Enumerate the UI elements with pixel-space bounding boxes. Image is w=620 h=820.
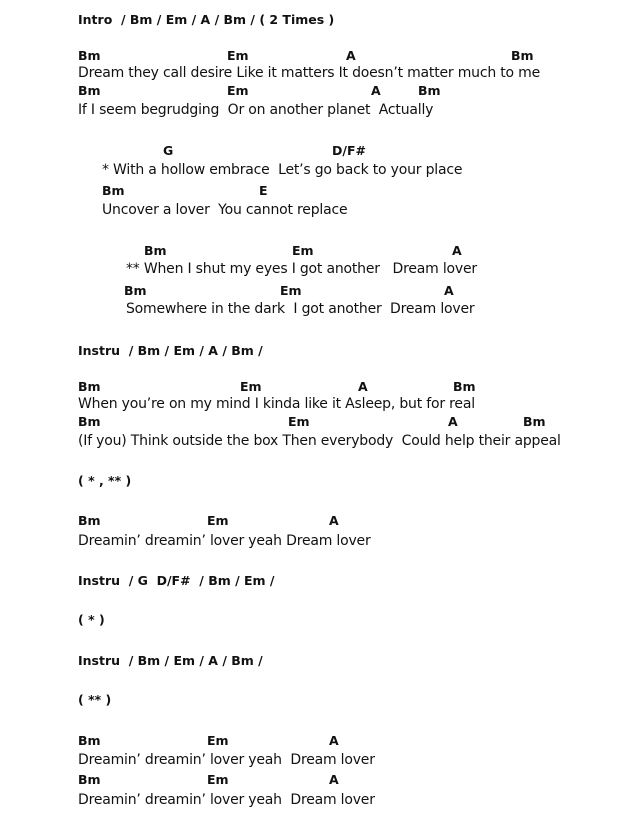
chord-label: A (444, 283, 454, 298)
repeat-marker: ( ** ) (78, 692, 112, 707)
chord-label: Bm (523, 414, 546, 429)
chord-label: G (163, 143, 174, 158)
chord-row (0, 50, 620, 64)
lyric-line: Dream they call desire Like it matters It doesn’t matter much to me (78, 65, 541, 81)
lyric-line: Dreamin’ dreamin’ lover yeah Dream lover (78, 533, 371, 549)
chord-label: Bm (78, 83, 101, 98)
chord-label: A (329, 513, 339, 528)
chord-label: Em (227, 48, 249, 63)
instrumental-line: Instru / Bm / Em / A / Bm / (78, 653, 263, 668)
chord-row (0, 735, 620, 749)
chord-label: E (259, 183, 268, 198)
chord-label: Bm (78, 48, 101, 63)
repeat-marker: ( * , ** ) (78, 473, 132, 488)
chord-label: Bm (78, 733, 101, 748)
chord-label: Bm (124, 283, 147, 298)
lyric-line: ** When I shut my eyes I got another Dream lover (126, 261, 477, 277)
chord-row (0, 774, 620, 788)
chord-label: Bm (78, 379, 101, 394)
lyric-line: Uncover a lover You cannot replace (102, 202, 348, 218)
chord-label: Bm (453, 379, 476, 394)
chord-label: D/F# (332, 143, 366, 158)
chord-label: A (346, 48, 356, 63)
chord-label: Bm (78, 772, 101, 787)
lyric-line: Dreamin’ dreamin’ lover yeah Dream lover (78, 792, 375, 808)
chord-label: Em (240, 379, 262, 394)
chord-row (0, 416, 620, 430)
repeat-marker: ( * ) (78, 612, 105, 627)
chord-label: A (452, 243, 462, 258)
lyric-line: Dreamin’ dreamin’ lover yeah Dream lover (78, 752, 375, 768)
chord-label: Bm (102, 183, 125, 198)
lyric-line: * With a hollow embrace Let’s go back to your place (102, 162, 463, 178)
chord-row (0, 245, 620, 259)
chord-row (0, 285, 620, 299)
chord-label: Em (280, 283, 302, 298)
chord-label: Bm (144, 243, 167, 258)
chord-label: Bm (418, 83, 441, 98)
chord-label: A (329, 733, 339, 748)
lyric-line: When you’re on my mind I kinda like it Asleep, but for real (78, 396, 475, 412)
instrumental-line: Instru / Bm / Em / A / Bm / (78, 343, 263, 358)
chord-label: Em (207, 513, 229, 528)
chord-row (0, 185, 620, 199)
chord-label: Bm (511, 48, 534, 63)
lyric-line: If I seem begrudging Or on another planet Actually (78, 102, 434, 118)
lyric-line: Somewhere in the dark I got another Dream lover (126, 301, 475, 317)
chord-row (0, 145, 620, 159)
chord-label: A (371, 83, 381, 98)
chord-label: A (448, 414, 458, 429)
chord-label: Bm (78, 414, 101, 429)
intro-line: Intro / Bm / Em / A / Bm / ( 2 Times ) (78, 12, 335, 27)
instrumental-line: Instru / G D/F# / Bm / Em / (78, 573, 275, 588)
chord-row (0, 515, 620, 529)
chord-label: Em (288, 414, 310, 429)
chord-label: Em (227, 83, 249, 98)
lyric-line: (If you) Think outside the box Then everybody Could help their appeal (78, 433, 561, 449)
chord-label: Em (207, 772, 229, 787)
chord-row (0, 85, 620, 99)
chord-row (0, 381, 620, 395)
chord-label: A (329, 772, 339, 787)
chord-label: Em (292, 243, 314, 258)
chord-label: A (358, 379, 368, 394)
chord-label: Em (207, 733, 229, 748)
chord-label: Bm (78, 513, 101, 528)
